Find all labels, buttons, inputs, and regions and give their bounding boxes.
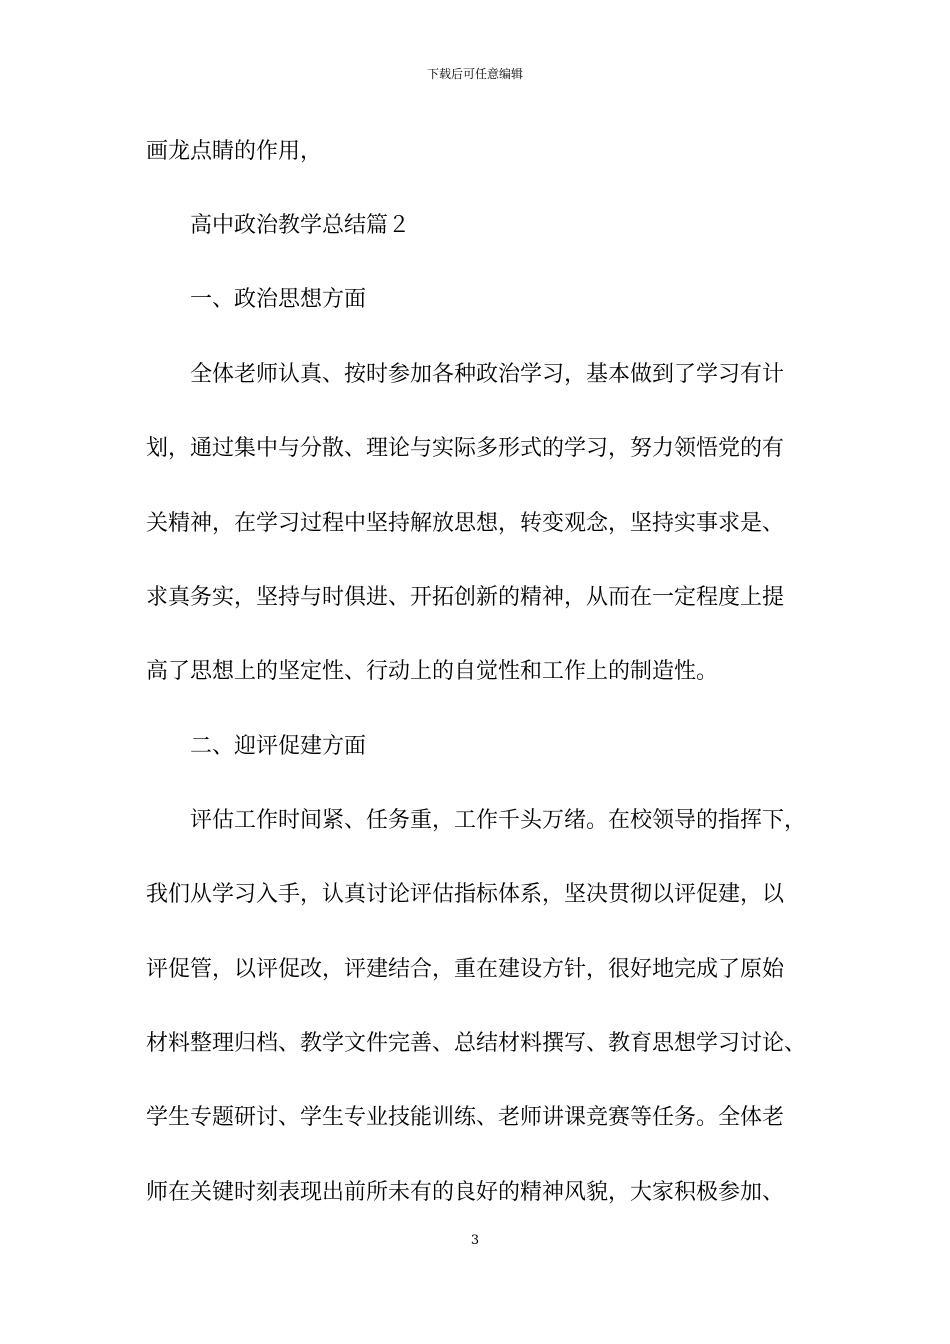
section-title: 高中政治教学总结篇２ — [190, 213, 411, 238]
header-note: 下载后可任意编辑 — [426, 67, 523, 81]
paragraph-line: 求真务实，坚持与时俱进、开拓创新的精神，从而在一定程度上提 — [146, 585, 785, 610]
paragraph-line: 我们从学习入手，认真讨论评估指标体系，坚决贯彻以评促建，以 — [146, 882, 785, 907]
text-line: 画龙点睛的作用， — [146, 139, 323, 164]
paragraph-line: 关精神，在学习过程中坚持解放思想，转变观念，坚持实事求是、 — [146, 511, 785, 536]
paragraph-line: 高了思想上的坚定性、行动上的自觉性和工作上的制造性。 — [146, 659, 719, 684]
section-heading: 二、迎评促建方面 — [190, 734, 367, 759]
paragraph-line: 评促管，以评促改，评建结合，重在建设方针，很好地完成了原始 — [146, 957, 785, 982]
paragraph-line: 全体老师认真、按时参加各种政治学习，基本做到了学习有计 — [190, 362, 785, 387]
page-number: 3 — [470, 1233, 480, 1248]
section-heading: 一、政治思想方面 — [190, 287, 367, 312]
paragraph-line: 学生专题研讨、学生专业技能训练、老师讲课竞赛等任务。全体老 — [146, 1105, 785, 1130]
paragraph-line: 划，通过集中与分散、理论与实际多形式的学习，努力领悟党的有 — [146, 436, 785, 461]
paragraph-line: 材料整理归档、教学文件完善、总结材料撰写、教育思想学习讨论、 — [146, 1031, 807, 1056]
paragraph-line: 评估工作时间紧、任务重，工作千头万绪。在校领导的指挥下， — [190, 808, 807, 833]
paragraph-line: 师在关键时刻表现出前所未有的良好的精神风貌，大家积极参加、 — [146, 1180, 785, 1205]
